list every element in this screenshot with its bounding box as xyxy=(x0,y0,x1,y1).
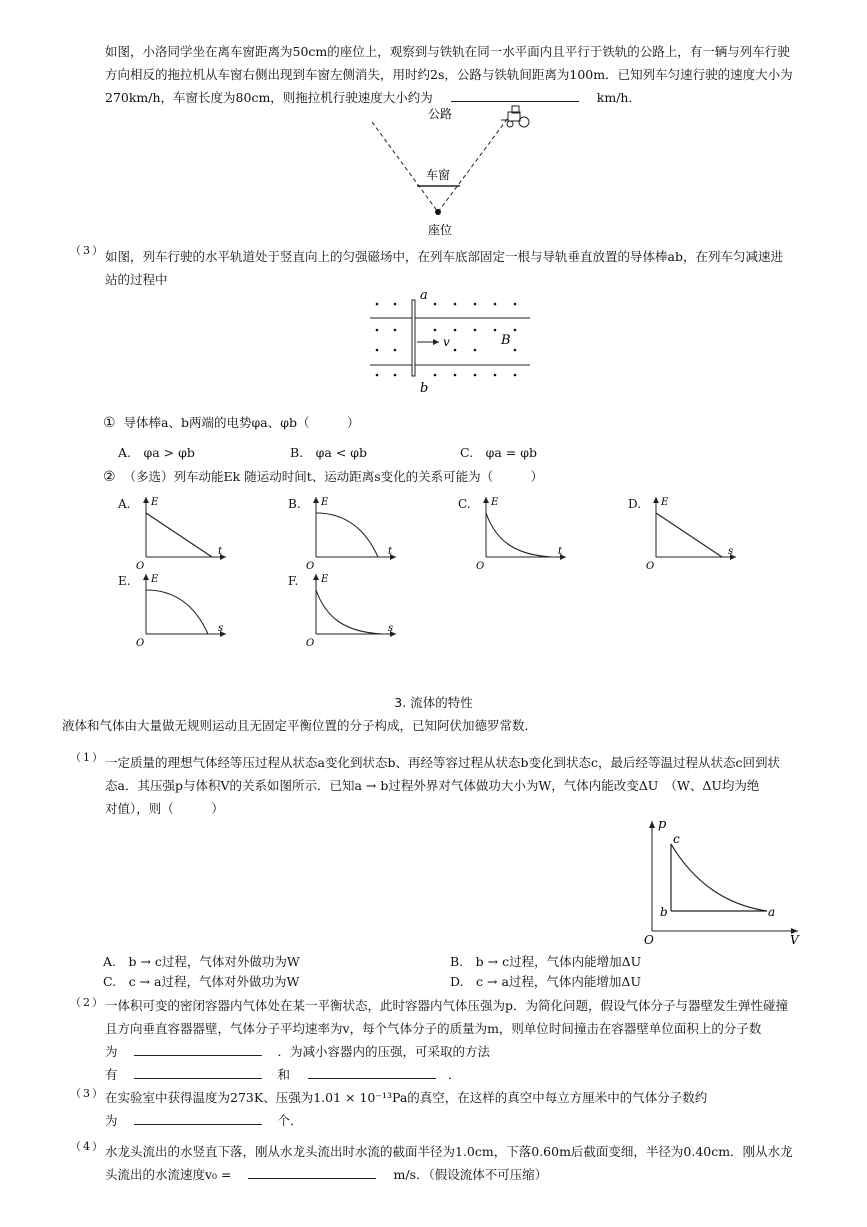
seat-dot xyxy=(435,209,441,215)
axis-p: p xyxy=(658,817,667,832)
graph-option-label: A. xyxy=(118,497,131,511)
window-label: 车窗 xyxy=(426,168,451,182)
p4-line2a: 头流出的水流速度v₀ = xyxy=(105,1167,232,1182)
graph-option-label: C. xyxy=(458,497,471,511)
q3-line1: 如图，列车行驶的水平轨道处于竖直向上的匀强磁场中，在列车底部固定一根与导轨垂直放置的导体棒ab，在列车匀减速进 xyxy=(105,249,783,264)
q2-text xyxy=(105,40,805,109)
tractor-icon xyxy=(501,106,529,127)
p4-line2 xyxy=(105,1163,805,1186)
q2-line1: 如图，小洛同学坐在离车窗距离为50cm的座位上，观察到与铁轨在同一水平面内且平行于铁轨的公路上，有一辆与列车行驶 xyxy=(105,44,790,59)
p2-text xyxy=(105,994,805,1086)
p3-line2 xyxy=(105,1109,805,1132)
p1-option-d[interactable]: D. c → a过程，气体内能增加ΔU xyxy=(450,974,641,989)
origin-label: O xyxy=(306,561,315,571)
q3-sub1-option-b[interactable]: B. φa < φb xyxy=(290,445,368,460)
axis-x-label: t xyxy=(218,546,223,557)
axis-v: V xyxy=(790,933,799,946)
p3-line2b: 个． xyxy=(277,1113,303,1128)
p3-line1: 在实验室中获得温度为273K、压强为1.01 × 10⁻¹³Pa的真空，在这样的真空中每立方厘米中的气体分子数约 xyxy=(105,1090,708,1105)
origin-label: O xyxy=(476,561,485,571)
p1-option-a[interactable]: A. b → c过程，气体对外做功为W xyxy=(103,954,300,969)
axis-x-label: s xyxy=(388,623,394,634)
section-title: 3. 流体的特性 xyxy=(394,695,473,710)
p3-text xyxy=(105,1086,805,1132)
axis-e-label: E xyxy=(491,497,499,508)
graph-option-label: B. xyxy=(288,497,301,511)
axis-x-label: s xyxy=(218,623,224,634)
answer-blank-molecule-count[interactable] xyxy=(134,1041,262,1056)
ek-graph xyxy=(130,570,240,648)
q3-line2: 站的过程中 xyxy=(105,272,168,287)
graph-option-label: D. xyxy=(628,497,642,511)
p1-number: （1） xyxy=(70,751,105,764)
p4-text xyxy=(105,1140,805,1186)
rod-end-b: b xyxy=(420,381,429,396)
q3-sub1 xyxy=(103,413,359,431)
pv-diagram xyxy=(640,816,805,946)
section-intro: 液体和气体由大量做无规则运动且无固定平衡位置的分子构成，已知阿伏加德罗常数． xyxy=(62,718,538,733)
origin-label: O xyxy=(646,561,655,571)
answer-blank-method-2[interactable] xyxy=(308,1064,436,1079)
q2-line2: 方向相反的拖拉机从车窗右侧出现到车窗左侧消失，用时约2s，公路与铁轨间距离为100m．已知列车匀速行驶的速度大小为 xyxy=(105,67,793,82)
p4-line2b: m/s．（假设流体不可压缩） xyxy=(393,1167,548,1182)
p2-line1: 一体积可变的密闭容器内气体处在某一平衡状态，此时容器内气体压强为p．为简化问题，假设气体分子与器壁发生弹性碰撞 xyxy=(105,998,789,1013)
p2-line3a: 为 xyxy=(105,1044,118,1059)
q3-sub1-text: 导体棒a、b两端的电势φa、φb（ ） xyxy=(123,415,360,430)
axis-x-label: s xyxy=(728,546,734,557)
rod-end-a: a xyxy=(420,288,428,303)
q3-text xyxy=(105,245,805,291)
ek-curve xyxy=(316,513,378,557)
ek-graph xyxy=(300,570,410,648)
q3-sub1-option-c[interactable]: C. φa = φb xyxy=(460,445,537,460)
p3-line2a: 为 xyxy=(105,1113,118,1128)
seat-label: 座位 xyxy=(428,223,453,237)
p3-number: （3） xyxy=(70,1087,105,1100)
ek-curve xyxy=(486,513,552,557)
axis-e-label: E xyxy=(661,497,669,508)
origin-label: O xyxy=(306,638,315,648)
circled-two: ② xyxy=(103,469,116,485)
origin-label: O xyxy=(136,561,145,571)
graph-option-label: F. xyxy=(288,574,299,588)
p1-text xyxy=(105,751,805,820)
circled-one: ① xyxy=(103,415,116,431)
ek-curve xyxy=(656,513,722,557)
p1-line1: 一定质量的理想气体经等压过程从状态a变化到状态b、再经等容过程从状态b变化到状态c，最后经等温过程从状态c回到状 xyxy=(105,755,780,770)
answer-blank-molecule-density[interactable] xyxy=(134,1110,262,1125)
ek-graph xyxy=(130,493,240,571)
q3-sub2-text: （多选）列车动能Ek 随运动时间t、运动距离s变化的关系可能为（ ） xyxy=(123,469,544,484)
field-label: B xyxy=(501,333,511,348)
axis-e-label: E xyxy=(151,497,159,508)
axis-e-label: E xyxy=(321,497,329,508)
velocity-label: v xyxy=(443,335,450,349)
origin-label: O xyxy=(136,638,145,648)
p2-line3b: ．为减小容器内的压强，可采取的方法 xyxy=(277,1044,490,1059)
p4-number: （4） xyxy=(70,1140,105,1153)
answer-blank-method-1[interactable] xyxy=(134,1064,262,1079)
p2-line2: 且方向垂直容器器壁，气体分子平均速率为v，每个气体分子的质量为m，则单位时间撞击在容器壁单位面积上的分子数 xyxy=(105,1021,762,1036)
ek-graph xyxy=(300,493,410,571)
q3-rail-diagram xyxy=(365,288,540,398)
state-c: c xyxy=(673,832,680,846)
origin-o: O xyxy=(644,933,654,946)
road-label: 公路 xyxy=(428,107,453,121)
p2-line4b: 和 xyxy=(277,1067,290,1082)
p2-number: （2） xyxy=(70,996,105,1009)
q3-number: （3） xyxy=(70,244,105,257)
ek-graph xyxy=(470,493,580,571)
q3-sub1-option-a[interactable]: A. φa > φb xyxy=(118,445,195,460)
p1-option-b[interactable]: B. b → c过程，气体内能增加ΔU xyxy=(450,954,642,969)
p2-line3 xyxy=(105,1040,805,1063)
q2-line3b: km/h． xyxy=(596,90,641,105)
p2-line4 xyxy=(105,1063,805,1086)
axis-x-label: t xyxy=(388,546,393,557)
q3-sub2 xyxy=(103,467,543,485)
answer-blank-water-speed[interactable] xyxy=(248,1164,376,1179)
axis-e-label: E xyxy=(321,574,329,585)
state-b: b xyxy=(660,905,668,919)
graph-option-label: E. xyxy=(118,574,131,588)
p1-option-c[interactable]: C. c → a过程，气体对外做功为W xyxy=(103,974,300,989)
state-a: a xyxy=(768,905,776,919)
p2-line4a: 有 xyxy=(105,1067,118,1082)
p1-line2: 态a．其压强p与体积V的关系如图所示．已知a → b过程外界对气体做功大小为W，气体内能改变ΔU （W、ΔU均为绝 xyxy=(105,778,760,793)
ek-graph xyxy=(640,493,750,571)
ek-curve xyxy=(316,590,382,634)
p2-line4c: ． xyxy=(447,1067,461,1082)
p4-line1: 水龙头流出的水竖直下落，刚从水龙头流出时水流的截面半径为1.0cm，下落0.60m后截面变细，半径为0.40cm．刚从水龙 xyxy=(105,1144,793,1159)
p1-line3: 对值），则（ ） xyxy=(105,801,224,816)
axis-e-label: E xyxy=(151,574,159,585)
axis-x-label: t xyxy=(558,546,563,557)
ek-curve xyxy=(146,590,208,634)
q2-line3a: 270km/h，车窗长度为80cm，则拖拉机行驶速度大小约为 xyxy=(105,90,433,105)
ek-curve xyxy=(146,513,212,557)
q2-diagram xyxy=(360,100,540,240)
